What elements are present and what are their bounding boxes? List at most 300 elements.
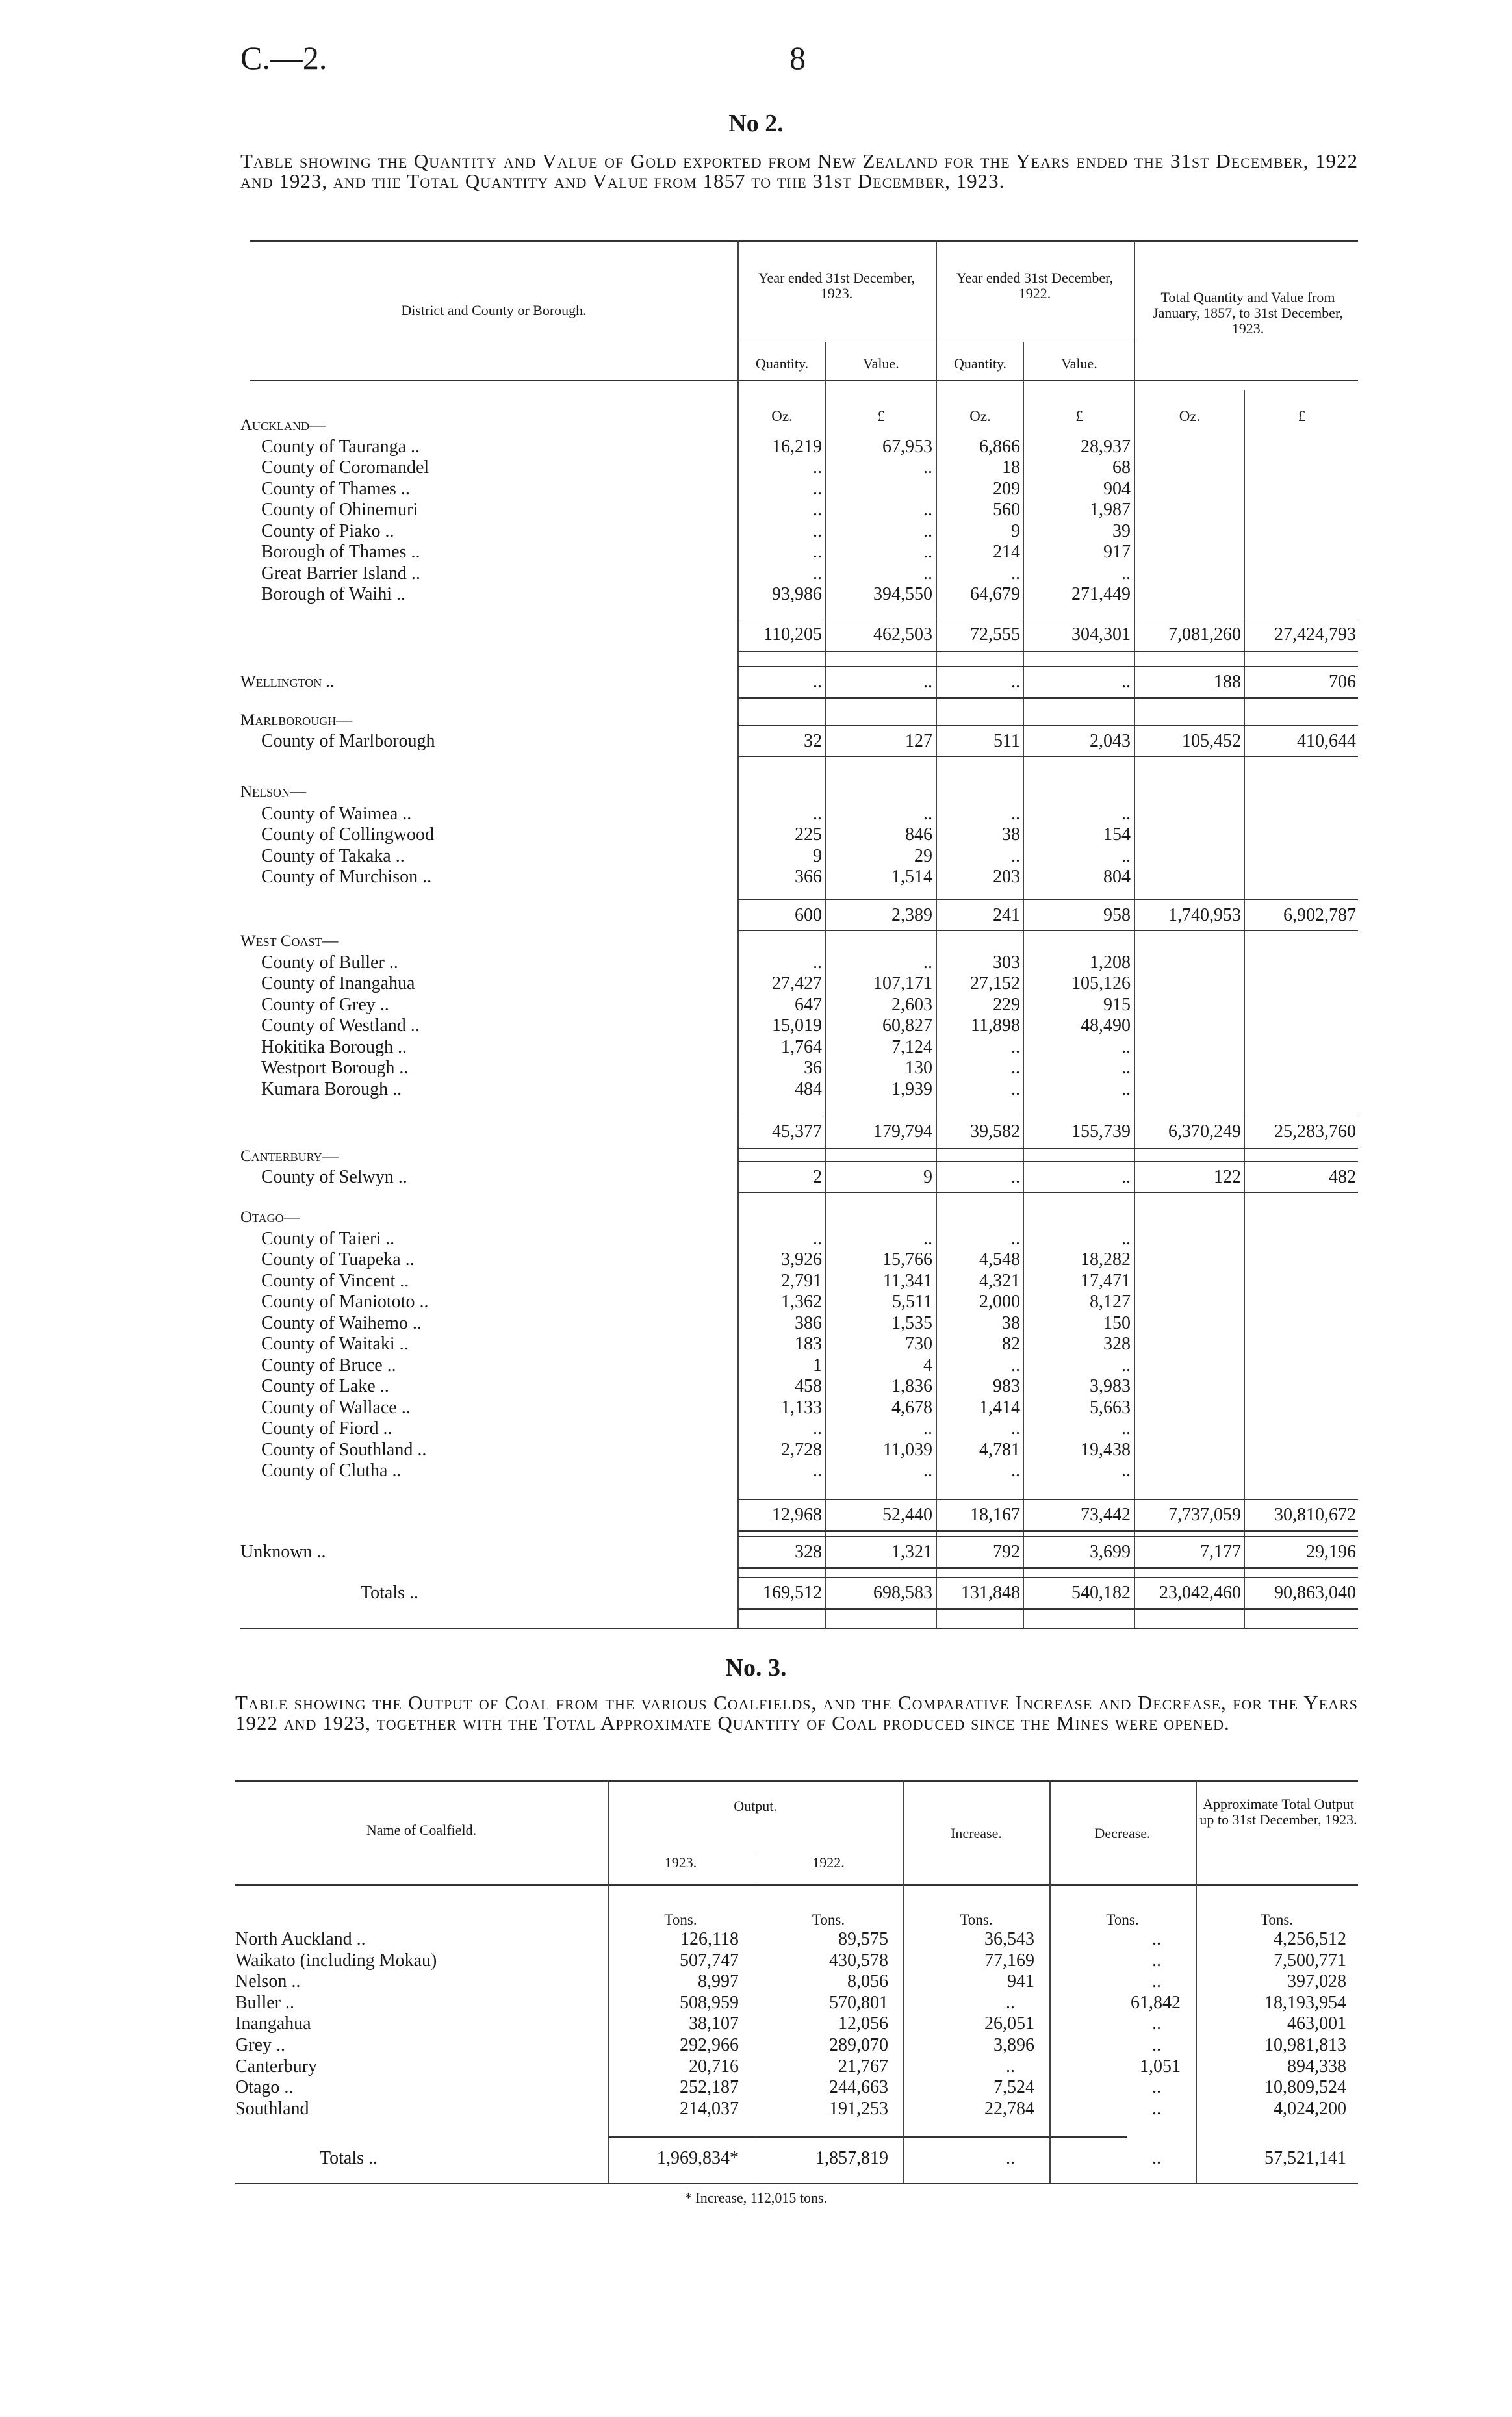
cell-v22: .. [1121,563,1131,583]
row-label: County of Waihemo .. [261,1313,422,1333]
cell-q23: 12,968 [772,1505,822,1525]
col-district: District and County or Borough. [401,302,587,318]
cell-v23: 9 [923,1167,932,1187]
cell-q22: .. [1011,672,1020,692]
cell-v23: 7,124 [891,1037,932,1057]
cell-q23: 45,377 [772,1121,822,1142]
cell-o22: 430,578 [829,1950,888,1971]
cell-tv: 482 [1329,1167,1356,1187]
cell-v22: .. [1121,1058,1131,1078]
gold-row [240,478,1358,500]
unit-pound-total: £ [1298,408,1306,424]
row-label: County of Bruce .. [261,1355,396,1375]
gold-row [240,952,1358,973]
row-label: County of Lake .. [261,1376,389,1396]
cell-q23: 183 [795,1334,822,1354]
cell-dec: .. [1152,1971,1161,1992]
gold-row [240,1036,1358,1058]
gold-row [240,671,1358,693]
cell-v23: 2,603 [891,995,932,1015]
sub-quantity-1922: Quantity. [953,355,1007,372]
row-label: County of Fiord .. [261,1418,392,1439]
cell-q22: 18 [1002,457,1020,478]
cell-q23: 2 [813,1167,822,1187]
cell-q22: 4,781 [979,1440,1020,1460]
row-label: County of Tauranga .. [261,437,420,457]
cell-inc: .. [1006,2148,1015,2168]
gold-row [240,781,1358,802]
gold-row [240,1460,1358,1481]
row-label: County of Inangahua [261,973,415,993]
coal-table-title: Table showing the Output of Coal from the various Coalfields, and the Comparative Increase and Decrease, for the Years 1922 and 1923, together with the Total Approximate Quantity of Coal produced since the Mines were opened. [235,1691,1358,1734]
cell-q22: 6,866 [979,437,1020,457]
cell-v22: 271,449 [1071,584,1131,604]
gold-row [240,930,1358,952]
cell-v23: 1,836 [891,1376,932,1396]
cell-q23: .. [813,563,822,583]
cell-q23: 93,986 [772,584,822,604]
col-1923: Year ended 31st December, 1923. [758,270,916,301]
cell-v23: 394,550 [873,584,932,604]
cell-q22: 18,167 [970,1505,1020,1525]
gold-row [240,710,1358,731]
cell-q23: .. [813,542,822,562]
row-label: County of Waimea .. [261,804,412,824]
cell-tq: 7,081,260 [1168,624,1241,645]
cell-q22: 4,321 [979,1271,1020,1291]
cell-o22: 89,575 [838,1929,888,1949]
cell-v23: 179,794 [873,1121,932,1142]
cell-o23: 126,118 [680,1929,739,1949]
document-code: C.—2. [240,40,327,76]
unit-tons-total: Tons. [1260,1912,1294,1928]
cell-q22: .. [1011,1058,1020,1078]
cell-o22: 289,070 [829,2035,888,2055]
cell-tq: 122 [1214,1167,1241,1187]
unit-tons-increase: Tons. [960,1912,993,1928]
page-number: 8 [789,40,806,76]
cell-v22: 904 [1103,479,1131,499]
cell-q22: 983 [993,1376,1020,1396]
row-label: West Coast— [240,932,339,950]
cell-tv: 29,196 [1306,1542,1356,1562]
col-output-1922: 1922. [812,1854,845,1871]
cell-o23: 292,966 [680,2035,739,2055]
col-total: Total Quantity and Value from January, 1857, to 31st December, 1923. [1153,289,1343,337]
row-label: County of Grey .. [261,995,389,1015]
cell-q22: 38 [1002,825,1020,845]
cell-tq: 188 [1214,672,1241,692]
cell-v23: .. [923,563,932,583]
cell-q22: .. [1011,1355,1020,1375]
cell-o23: 507,747 [680,1950,739,1971]
row-label: County of Marlborough [261,731,435,751]
cell-q22: .. [1011,1037,1020,1057]
cell-q22: 203 [993,867,1020,887]
cell-q23: 458 [795,1376,822,1396]
cell-q23: 1 [813,1355,822,1375]
cell-v23: 60,827 [882,1016,932,1036]
row-label: County of Wallace .. [261,1398,411,1418]
col-decrease: Decrease. [1094,1825,1151,1841]
cell-dec: .. [1152,2098,1161,2119]
cell-o23: 38,107 [689,2014,739,2034]
cell-v22: .. [1121,1079,1131,1099]
gold-row [240,624,1358,645]
cell-tq: 6,370,249 [1168,1121,1241,1142]
gold-row [240,845,1358,867]
coalfield-name: Buller .. [235,1992,294,2013]
row-label: County of Murchison .. [261,867,432,887]
cell-q23: 9 [813,846,822,866]
cell-v23: 1,939 [891,1079,932,1099]
gold-row [240,541,1358,563]
cell-q22: .. [1011,846,1020,866]
cell-inc: 77,169 [984,1950,1034,1971]
cell-o22: 12,056 [838,2014,888,2034]
row-label: County of Clutha .. [261,1461,402,1481]
cell-v22: 915 [1103,995,1131,1015]
row-label: County of Tuapeka .. [261,1249,415,1270]
row-label: Nelson— [240,783,307,800]
gold-row [240,866,1358,888]
cell-v22: 804 [1103,867,1131,887]
cell-q22: .. [1011,1461,1020,1481]
cell-tq: 7,737,059 [1168,1505,1241,1525]
coal-footnote: * Increase, 112,015 tons. [684,2190,828,2206]
cell-v23: .. [923,1229,932,1249]
gold-row [240,824,1358,845]
cell-q23: .. [813,804,822,824]
gold-row [240,973,1358,994]
row-label: Otago— [240,1208,300,1226]
cell-v22: 3,699 [1090,1542,1131,1562]
row-label: County of Maniototo .. [261,1292,429,1312]
cell-v22: .. [1121,1461,1131,1481]
cell-q22: .. [1011,804,1020,824]
cell-tot: 4,256,512 [1274,1929,1346,1949]
cell-v22: 68 [1112,457,1131,478]
cell-q22: 1,414 [979,1398,1020,1418]
cell-q23: .. [813,1229,822,1249]
cell-q23: 600 [795,905,822,925]
cell-v23: 67,953 [882,437,932,457]
cell-q22: .. [1011,1418,1020,1439]
row-label: Borough of Thames .. [261,542,420,562]
gold-row [240,1249,1358,1270]
cell-v22: 8,127 [1090,1292,1131,1312]
gold-row [240,1015,1358,1036]
gold-row [240,1079,1358,1100]
cell-v23: .. [923,672,932,692]
cell-tv: 6,902,787 [1283,905,1356,925]
cell-q23: 1,362 [781,1292,822,1312]
coalfield-name: Waikato (including Mokau) [235,1950,437,1971]
gold-row [240,1333,1358,1355]
gold-row [240,520,1358,542]
cell-v22: 155,739 [1071,1121,1131,1142]
cell-v23: 5,511 [892,1292,932,1312]
cell-v23: .. [923,1461,932,1481]
cell-inc: .. [1006,1992,1015,2013]
row-label: County of Southland .. [261,1440,427,1460]
coalfield-name: Canterbury [235,2056,317,2077]
gold-row [240,1121,1358,1142]
cell-inc: 941 [1007,1971,1034,1992]
sub-value-1922: Value. [1061,355,1097,372]
cell-q23: .. [813,457,822,478]
cell-tot: 4,024,200 [1274,2098,1346,2119]
cell-q23: .. [813,521,822,541]
cell-q22: 229 [993,995,1020,1015]
cell-tv: 30,810,672 [1274,1505,1356,1525]
sub-value-1923: Value. [863,355,899,372]
cell-q23: 1,133 [781,1398,822,1418]
cell-q23: 169,512 [763,1583,822,1603]
gold-row [240,1166,1358,1188]
cell-v23: 107,171 [873,973,932,993]
cell-q22: 64,679 [970,584,1020,604]
row-label: County of Buller .. [261,953,398,973]
cell-dec: .. [1152,1950,1161,1971]
cell-tv: 410,644 [1297,731,1356,751]
row-label: Great Barrier Island .. [261,563,420,583]
cell-v23: 29 [914,846,932,866]
cell-v22: 5,663 [1090,1398,1131,1418]
coal-totals-row [235,2147,1353,2169]
coalfield-name: Grey .. [235,2035,285,2055]
cell-v22: 1,208 [1090,953,1131,973]
col-1922: Year ended 31st December, 1922. [956,270,1114,301]
row-label: Marlborough— [240,711,353,729]
cell-tot: 397,028 [1287,1971,1346,1992]
col-output-1923: 1923. [664,1854,697,1871]
cell-v22: 3,983 [1090,1376,1131,1396]
row-label: County of Piako .. [261,521,394,541]
cell-tv: 27,424,793 [1274,624,1356,645]
cell-q23: 110,205 [763,624,822,645]
coal-row [235,1992,1353,2014]
row-label: County of Taieri .. [261,1229,395,1249]
cell-v23: .. [923,521,932,541]
gold-row [240,1541,1358,1563]
gold-row [240,1582,1358,1604]
cell-v22: 917 [1103,542,1131,562]
gold-row [240,904,1358,926]
sub-quantity-1923: Quantity. [755,355,809,372]
cell-inc: 22,784 [984,2098,1034,2119]
cell-q22: 72,555 [970,624,1020,645]
cell-v22: 540,182 [1071,1583,1131,1603]
coal-row [235,2013,1353,2034]
row-label: County of Coromandel [261,457,429,478]
cell-q23: 27,427 [772,973,822,993]
unit-oz-1922: Oz. [969,408,991,424]
row-label: Totals .. [361,1583,419,1603]
cell-v23: .. [923,500,932,520]
coalfield-name: Inangahua [235,2014,311,2034]
row-label: County of Thames .. [261,479,410,499]
col-output: Output. [734,1798,777,1814]
gold-row [240,499,1358,520]
cell-q22: .. [1011,1079,1020,1099]
cell-v23: 127 [905,731,932,751]
cell-tot: 57,521,141 [1264,2148,1346,2168]
cell-q23: 32 [804,731,822,751]
cell-q23: 2,728 [781,1440,822,1460]
cell-v22: .. [1121,1229,1131,1249]
cell-v22: .. [1121,1037,1131,1057]
cell-o23: 508,959 [680,1992,739,2013]
cell-v23: 52,440 [882,1505,932,1525]
cell-inc: 36,543 [984,1929,1034,1949]
cell-v22: .. [1121,1167,1131,1187]
row-label: Canterbury— [240,1147,339,1165]
gold-row [240,563,1358,584]
row-label: Wellington .. [240,673,334,691]
cell-v23: .. [923,953,932,973]
cell-q22: 27,152 [970,973,1020,993]
coal-row [235,1928,1353,1950]
gold-row [240,730,1358,752]
cell-q23: .. [813,1461,822,1481]
gold-row [240,1375,1358,1397]
cell-v22: 304,301 [1071,624,1131,645]
gold-row [240,1418,1358,1439]
cell-v23: 1,535 [891,1313,932,1333]
coalfield-name: Otago .. [235,2077,294,2098]
cell-dec: 61,842 [1131,1992,1181,2013]
coal-row [235,2034,1353,2056]
cell-q23: 16,219 [772,437,822,457]
unit-tons-1922: Tons. [812,1912,845,1928]
cell-q22: 82 [1002,1334,1020,1354]
gold-table-title: Table showing the Quantity and Value of Gold exported from New Zealand for the Years ended the 31st December, 1922 and 1923, and the Total Quantity and Value from 1857 to the 31st December, 1923. [240,149,1358,192]
col-coalfield: Name of Coalfield. [366,1822,477,1838]
cell-v22: 39 [1112,521,1131,541]
cell-dec: .. [1152,2077,1161,2098]
cell-q22: 4,548 [979,1249,1020,1270]
gold-row [240,457,1358,478]
unit-oz-total: Oz. [1179,408,1201,424]
coalfield-name: North Auckland .. [235,1929,366,1949]
cell-o22: 244,663 [829,2077,888,2098]
cell-tv: 25,283,760 [1274,1121,1356,1142]
row-label: Borough of Waihi .. [261,584,405,604]
cell-v22: 18,282 [1081,1249,1131,1270]
cell-q22: 303 [993,953,1020,973]
cell-q22: .. [1011,563,1020,583]
coal-row [235,2056,1353,2077]
row-label: County of Westland .. [261,1016,420,1036]
row-label: County of Vincent .. [261,1271,409,1291]
cell-v22: 2,043 [1090,731,1131,751]
cell-dec: .. [1152,2035,1161,2055]
gold-row [240,1207,1358,1228]
cell-q23: 647 [795,995,822,1015]
cell-v23: 15,766 [882,1249,932,1270]
cell-q22: 11,898 [971,1016,1020,1036]
cell-v22: 1,987 [1090,500,1131,520]
cell-v23: .. [923,542,932,562]
cell-o23: 8,997 [698,1971,739,1992]
coal-row [235,2098,1353,2119]
cell-v22: 328 [1103,1334,1131,1354]
cell-v23: 4,678 [891,1398,932,1418]
row-label: Unknown .. [240,1542,326,1562]
gold-row [240,1312,1358,1334]
cell-v22: 28,937 [1081,437,1131,457]
cell-q22: 38 [1002,1313,1020,1333]
cell-dec: .. [1152,2014,1161,2034]
cell-inc: 3,896 [993,2035,1034,2055]
cell-q22: 560 [993,500,1020,520]
cell-inc: .. [1006,2056,1015,2077]
cell-q23: 1,764 [781,1037,822,1057]
cell-q22: 209 [993,479,1020,499]
cell-tq: 7,177 [1200,1542,1241,1562]
cell-tot: 10,809,524 [1264,2077,1346,2098]
cell-v22: 105,126 [1071,973,1131,993]
cell-inc: 7,524 [993,2077,1034,2098]
cell-o22: 1,857,819 [815,2148,888,2168]
row-label: County of Waitaki .. [261,1334,409,1354]
gold-row [240,1270,1358,1292]
cell-v23: .. [923,457,932,478]
cell-v22: 73,442 [1081,1505,1131,1525]
cell-v23: 1,514 [891,867,932,887]
unit-pound-1922: £ [1075,408,1083,424]
cell-v22: 958 [1103,905,1131,925]
row-label: Kumara Borough .. [261,1079,402,1099]
cell-tot: 10,981,813 [1264,2035,1346,2055]
cell-v22: 17,471 [1081,1271,1131,1291]
row-label: Hokitika Borough .. [261,1037,407,1057]
cell-q23: .. [813,953,822,973]
cell-q22: 9 [1011,521,1020,541]
cell-v23: 698,583 [873,1583,932,1603]
cell-tot: 463,001 [1287,2014,1346,2034]
unit-oz-1923: Oz. [771,408,793,424]
unit-pound-1923: £ [877,408,885,424]
cell-tot: 894,338 [1287,2056,1346,2077]
cell-v22: .. [1121,1355,1131,1375]
gold-row [240,1397,1358,1418]
cell-o23: 214,037 [680,2098,739,2119]
cell-v23: 462,503 [873,624,932,645]
coal-table-number: No. 3. [725,1654,787,1682]
cell-o22: 8,056 [847,1971,888,1992]
gold-row [240,415,1358,436]
cell-v23: .. [923,804,932,824]
cell-q22: 214 [993,542,1020,562]
cell-v23: 130 [905,1058,932,1078]
cell-q22: 2,000 [979,1292,1020,1312]
cell-v22: .. [1121,1418,1131,1439]
unit-tons-decrease: Tons. [1106,1912,1139,1928]
gold-row [240,1439,1358,1461]
row-label: Westport Borough .. [261,1058,409,1078]
cell-v23: 1,321 [891,1542,932,1562]
cell-v22: 154 [1103,825,1131,845]
cell-o22: 570,801 [829,1992,888,2013]
coalfield-name: Totals .. [320,2148,378,2168]
col-increase: Increase. [951,1825,1002,1841]
cell-v22: 19,438 [1081,1440,1131,1460]
cell-dec: .. [1152,1929,1161,1949]
cell-q23: 3,926 [781,1249,822,1270]
gold-row [240,1291,1358,1312]
